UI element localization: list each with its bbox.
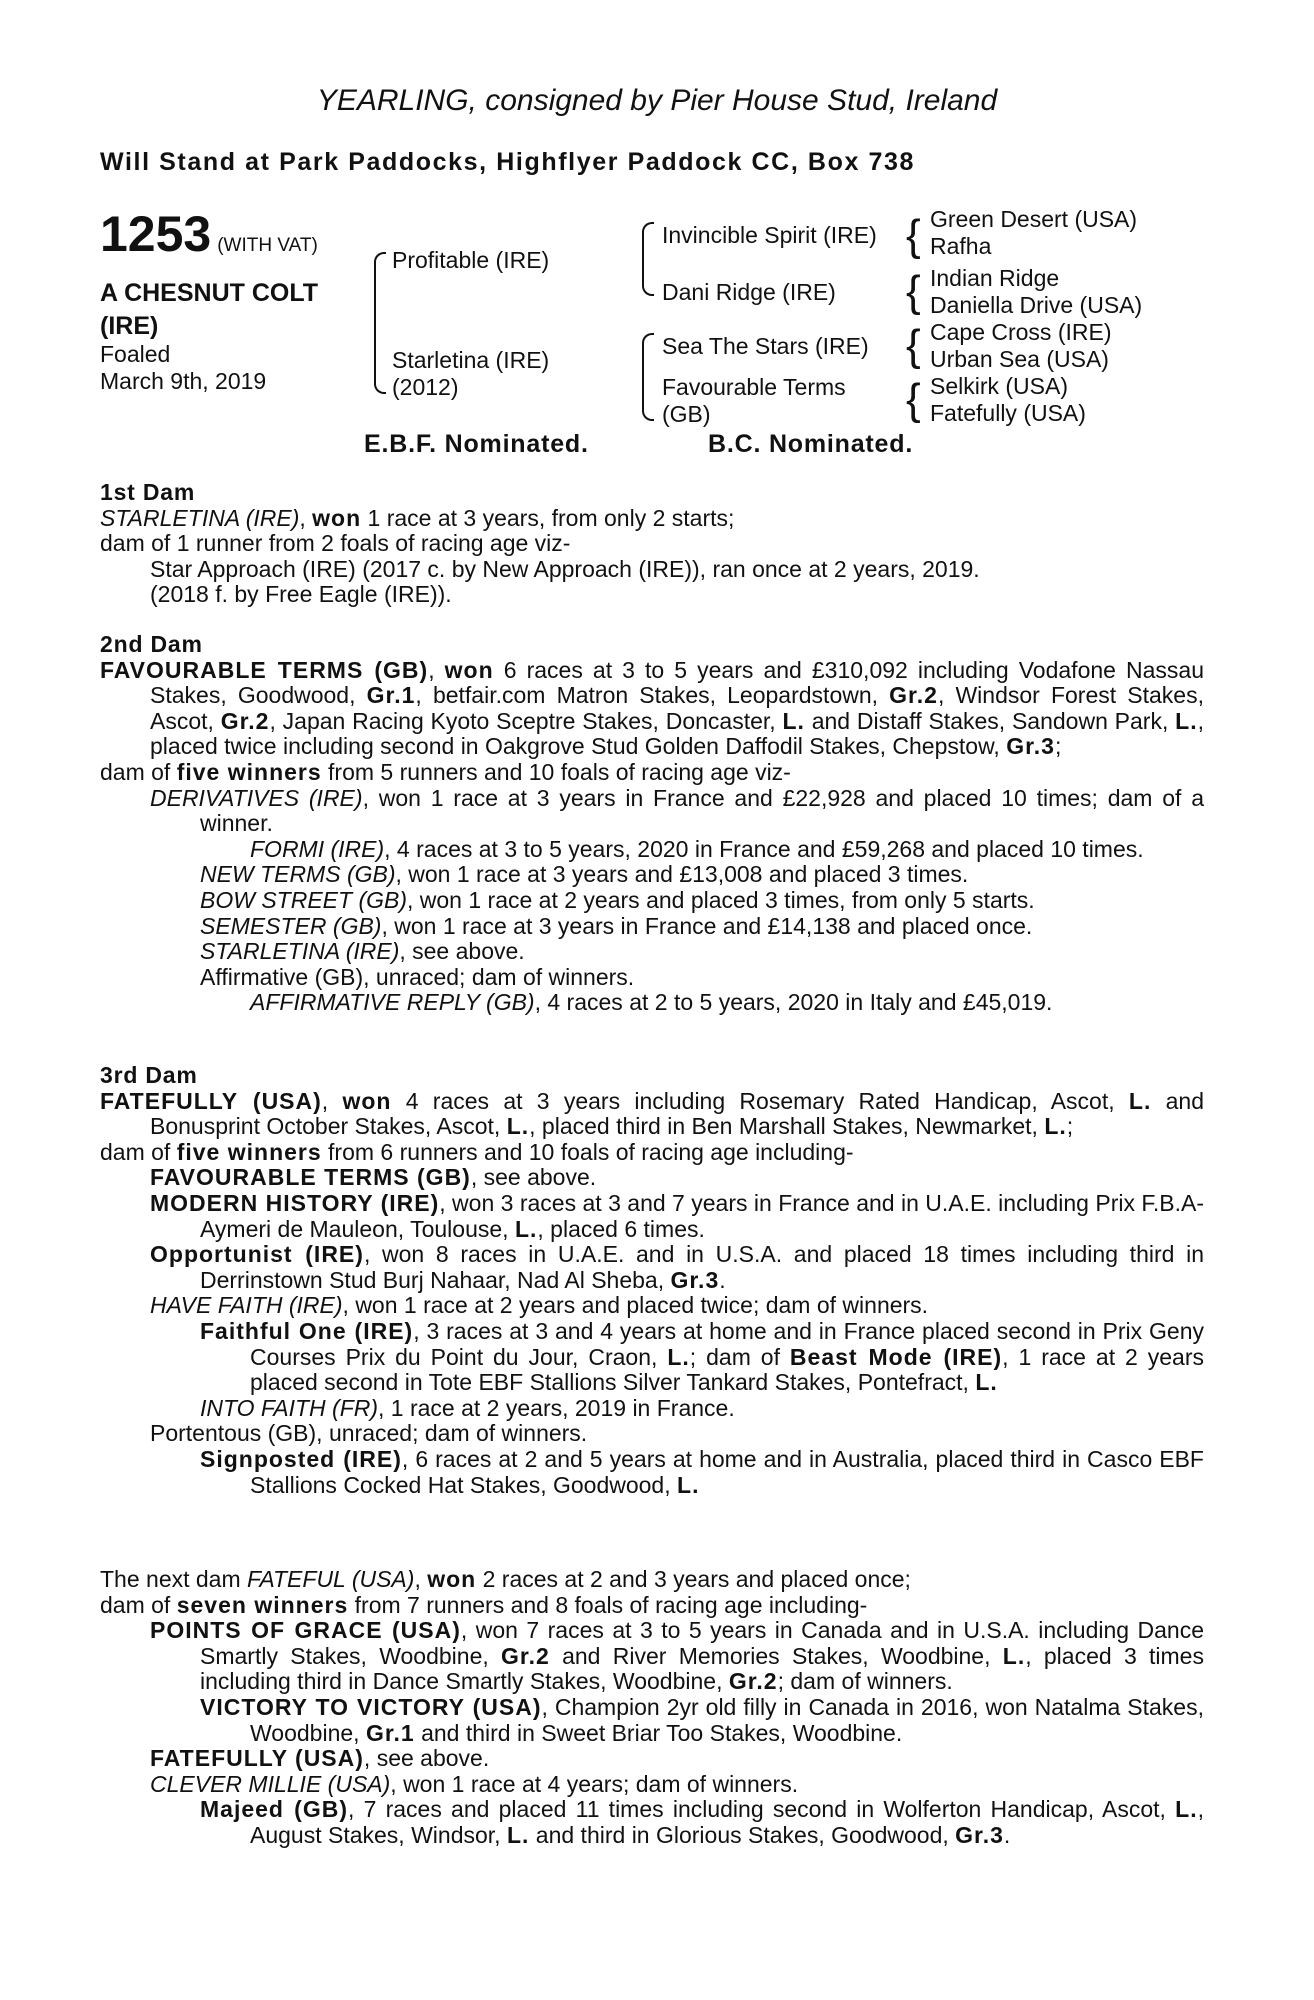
lot-title-2: (IRE)	[100, 312, 159, 340]
foal-formi	[100, 837, 1204, 863]
foal-fatefully	[100, 1746, 1204, 1772]
horse-name: FAVOURABLE TERMS (GB)	[150, 1164, 471, 1191]
third-dam-title: 3rd Dam	[100, 1062, 198, 1088]
pedigree-bracket-dam	[642, 333, 654, 421]
grade: L.	[1128, 1087, 1152, 1114]
foal-affirmative: Affirmative (GB), unraced; dam of winners.	[200, 963, 635, 990]
third-dam-record: FATEFULLY (USA), won 4 races at 3 years including Rosemary Rated Handicap, Ascot, L. and Bonusprint October Stakes, Ascot, L., placed third in Ben Marshall Stakes, Newmarket, L.;	[100, 1087, 1205, 1140]
first-dam-foal-1: Star Approach (IRE) (2017 c. by New Approach (IRE)), ran once at 2 years, 2019.	[150, 555, 980, 582]
grade: L.	[677, 1471, 700, 1498]
dd-sire: Selkirk (USA)	[930, 373, 1069, 399]
text: and third in Glorious Stakes, Goodwood,	[529, 1821, 956, 1848]
text: ; dam of	[689, 1343, 790, 1370]
horse-name: STARLETINA (IRE)	[200, 938, 400, 965]
text: .	[1003, 1821, 1011, 1848]
text: , 3 races at 3 and 4 years at home and in France placed second in Prix Geny Courses Prix du Point du Jour, Craon,	[250, 1317, 1204, 1370]
grade: Gr.3	[955, 1821, 1004, 1848]
text: ; dam of winners.	[777, 1668, 953, 1695]
won-label: won	[444, 656, 494, 683]
text: , see above.	[399, 938, 525, 965]
stand-location: Will Stand at Park Paddocks, Highflyer Paddock CC, Box 738	[100, 148, 916, 176]
text: , 4 races at 2 to 5 years, 2020 in Italy and £45,019.	[534, 989, 1053, 1016]
lot-number: 1253	[100, 206, 212, 262]
grade: Gr.2	[220, 707, 270, 734]
grade: Gr.1	[365, 1719, 415, 1746]
foaled-date: March 9th, 2019	[100, 368, 267, 394]
horse-name: Signposted (IRE)	[200, 1445, 402, 1472]
ss-sire: Green Desert (USA)	[930, 206, 1138, 232]
text: , betfair.com Matron Stakes, Leopardstown,	[415, 682, 890, 709]
horse-name: FATEFULLY (USA)	[150, 1745, 364, 1772]
horse-name: Opportunist (IRE)	[150, 1241, 364, 1268]
second-dam-produce	[100, 760, 1204, 786]
text: , won 1 race at 4 years; dam of winners.	[390, 1770, 799, 1797]
grade: L.	[782, 707, 805, 734]
text: dam of	[100, 1138, 177, 1165]
lot-title-1: A CHESNUT COLT	[100, 279, 319, 307]
pedigree-bracket-main	[374, 252, 386, 394]
won-label: won	[427, 1566, 477, 1592]
next-dam-produce	[100, 1593, 1204, 1619]
grade: L.	[667, 1343, 690, 1370]
text: , won 3 races at 3 and 7 years in France and in U.A.E. including Prix F.B.A-Aymeri de Mauleon, Toulouse,	[200, 1189, 1204, 1242]
grade: L.	[506, 1113, 530, 1140]
text: ;	[1054, 733, 1062, 760]
foal-victory-to-victory	[100, 1695, 1204, 1746]
text: , won 1 race at 3 years and £13,008 and placed 3 times.	[395, 861, 969, 888]
horse-name: AFFIRMATIVE REPLY (GB)	[250, 989, 535, 1016]
ds-sire: Cape Cross (IRE)	[930, 319, 1112, 345]
text: , 6 races at 2 and 5 years at home and in Australia, placed third in Casco EBF Stallions Cocked Hat Stakes, Goodwood,	[250, 1445, 1204, 1498]
brace-1: {	[906, 211, 921, 260]
vat-note: (WITH VAT)	[217, 235, 318, 256]
grade: Gr.1	[366, 682, 416, 709]
first-dam-foal-2: (2018 f. by Free Eagle (IRE)).	[150, 581, 452, 608]
first-dam-produce: dam of 1 runner from 2 foals of racing age viz-	[100, 530, 571, 557]
grade: Gr.3	[670, 1266, 720, 1293]
second-dam-record: FAVOURABLE TERMS (GB), won 6 races at 3 to 5 years and £310,092 including Vodafone Nassau Stakes, Goodwood, Gr.1, betfair.com Matron Stakes, Leopardstown, Gr.2, Windsor Forest Stakes, Ascot, Gr.2, Japan Racing Kyoto Sceptre Stakes, Doncaster, L. and Distaff Stakes, Sandown Park, L., placed twice including second in Oakgrove Stud Golden Daffodil Stakes, Chepstow, Gr.3;	[100, 656, 1205, 760]
text: , placed twice including second in Oakgrove Stud Golden Daffodil Stakes, Chepstow,	[150, 707, 1204, 760]
sd-sire: Indian Ridge	[930, 265, 1060, 291]
text: , won 7 races at 3 to 5 years in Canada and in U.S.A. including Dance Smartly Stakes, Woodbine,	[200, 1617, 1204, 1669]
foal-favourable-terms	[100, 1165, 1204, 1191]
foal-signposted	[100, 1447, 1204, 1498]
text: , placed 3 times including third in Dance Smartly Stakes, Woodbine,	[200, 1642, 1204, 1695]
foal-modern-history	[100, 1191, 1204, 1242]
foal-clever-millie	[100, 1772, 1204, 1798]
horse-name: POINTS OF GRACE (USA)	[150, 1617, 461, 1644]
foal-new-terms	[100, 862, 1204, 888]
grade: L.	[1044, 1113, 1067, 1140]
dam-name: STARLETINA (IRE)	[100, 504, 300, 531]
text: and third in Sweet Briar Too Stakes, Woodbine.	[414, 1719, 903, 1746]
third-dam-produce	[100, 1140, 1204, 1166]
horse-name: NEW TERMS (GB)	[200, 861, 396, 888]
brace-3: {	[906, 321, 921, 370]
first-dam-line	[100, 506, 1204, 532]
brace-2: {	[906, 267, 921, 316]
ss-dam: Rafha	[930, 233, 992, 259]
foal-derivatives	[100, 786, 1204, 837]
winners-count: five winners	[176, 758, 322, 785]
text: 6 races at 3 to 5 years and £310,092 including Vodafone Nassau Stakes, Goodwood,	[150, 656, 1205, 709]
foal-affirmative-reply	[100, 990, 1204, 1016]
grade: Gr.3	[1006, 733, 1055, 760]
horse-name: BOW STREET (GB)	[200, 886, 407, 913]
text: , Champion 2yr old filly in Canada in 2016, won Natalma Stakes, Woodbine,	[250, 1693, 1204, 1746]
next-dam-line	[100, 1567, 1204, 1593]
text: , won 1 race at 2 years and placed 3 times, from only 5 starts.	[407, 886, 1035, 913]
grade: Gr.2	[889, 682, 938, 709]
sire-sire: Invincible Spirit (IRE)	[662, 222, 877, 248]
horse-name: Faithful One (IRE)	[200, 1317, 414, 1344]
horse-name: INTO FAITH (FR)	[200, 1394, 379, 1421]
text: dam of	[100, 758, 177, 785]
foal-have-faith	[100, 1293, 1204, 1319]
text: from 7 runners and 8 foals of racing age including-	[348, 1591, 868, 1618]
consignor-line: YEARLING, consigned by Pier House Stud, Ireland	[316, 84, 998, 117]
text: , see above.	[470, 1164, 597, 1191]
horse-name: FAVOURABLE TERMS (GB)	[100, 656, 429, 683]
horse-name: CLEVER MILLIE (USA)	[150, 1770, 391, 1797]
text: and River Memories Stakes, Woodbine,	[549, 1642, 1003, 1669]
text: ;	[1066, 1113, 1074, 1140]
foaled-label: Foaled	[100, 341, 171, 367]
sire: Profitable (IRE)	[392, 247, 550, 273]
lot-number-row	[100, 205, 370, 275]
text: dam of	[100, 1591, 177, 1618]
foal-points-of-grace	[100, 1618, 1204, 1695]
foal-majeed	[100, 1797, 1204, 1848]
text: from 5 runners and 10 foals of racing age viz-	[321, 758, 791, 785]
next-dam-section	[100, 1567, 1204, 1849]
sep: ,	[299, 504, 313, 531]
horse-name: VICTORY TO VICTORY (USA)	[200, 1693, 542, 1720]
won-label: won	[312, 504, 362, 531]
dam-line-1: Starletina (IRE)	[392, 347, 550, 373]
horse-name: FORMI (IRE)	[250, 835, 385, 862]
horse-name: HAVE FAITH (IRE)	[150, 1292, 343, 1319]
text: , won 8 races in U.A.E. and in U.S.A. and placed 18 times including third in Derrinstown Stud Burj Nahaar, Nad Al Sheba,	[200, 1241, 1205, 1293]
bc-nominated: B.C. Nominated.	[708, 430, 914, 458]
text: , see above.	[363, 1745, 490, 1772]
brace-4: {	[906, 375, 921, 424]
lot-info	[100, 205, 370, 395]
text: , August Stakes, Windsor,	[250, 1796, 1204, 1848]
sd-dam: Daniella Drive (USA)	[930, 292, 1143, 318]
first-dam-title: 1st Dam	[100, 479, 196, 505]
dam-dam-2: (GB)	[662, 401, 711, 427]
text: .	[719, 1266, 726, 1293]
text: 4 races at 3 years including Rosemary Rated Handicap, Ascot,	[391, 1087, 1129, 1114]
text: , won 1 race at 2 years and placed twice; dam of winners.	[342, 1292, 929, 1319]
horse-name: Majeed (GB)	[200, 1796, 348, 1823]
third-dam-section	[100, 1063, 1204, 1498]
foal-faithful-one	[100, 1319, 1204, 1396]
ebf-nominated: E.B.F. Nominated.	[364, 430, 589, 458]
text: ,	[414, 1566, 428, 1592]
grade: Gr.2	[728, 1668, 778, 1695]
winners-count: five winners	[176, 1138, 322, 1165]
text: and Bonusprint October Stakes, Ascot,	[150, 1087, 1205, 1140]
first-dam-section	[100, 480, 1204, 608]
horse-name: SEMESTER (GB)	[200, 912, 382, 939]
pedigree-bracket-sire	[642, 222, 654, 296]
foal-semester	[100, 914, 1204, 940]
second-dam-title: 2nd Dam	[100, 631, 203, 657]
horse-name: FATEFUL (USA)	[247, 1566, 415, 1592]
text: , 1 race at 2 years, 2019 in France.	[378, 1394, 735, 1421]
text: 2 races at 2 and 3 years and placed once;	[476, 1566, 911, 1592]
grade: L.	[1175, 707, 1198, 734]
horse-name: Beast Mode (IRE)	[789, 1343, 1003, 1370]
text: , placed 6 times.	[537, 1215, 705, 1242]
dam-sire: Sea The Stars (IRE)	[662, 333, 869, 359]
foal-into-faith	[100, 1396, 1204, 1422]
grade: L.	[506, 1821, 530, 1848]
text: , Japan Racing Kyoto Sceptre Stakes, Doncaster,	[269, 707, 783, 734]
text: , 7 races and placed 11 times including second in Wolferton Handicap, Ascot,	[348, 1796, 1176, 1823]
dam-dam-1: Favourable Terms	[662, 374, 846, 400]
text: , 1 race at 2 years placed second in Tote EBF Stallions Silver Tankard Stakes, Pontefract,	[250, 1343, 1204, 1396]
text: , 4 races at 3 to 5 years, 2020 in France and £59,268 and placed 10 times.	[384, 835, 1144, 862]
foal-opportunist	[100, 1242, 1204, 1293]
foal-portentous: Portentous (GB), unraced; dam of winners.	[150, 1420, 588, 1447]
sire-dam: Dani Ridge (IRE)	[662, 279, 836, 305]
text: , placed third in Ben Marshall Stakes, Newmarket,	[529, 1113, 1045, 1140]
winners-count: seven winners	[176, 1591, 349, 1618]
text: The next dam	[100, 1566, 248, 1592]
text: , Windsor Forest Stakes, Ascot,	[150, 682, 1204, 734]
text: from 6 runners and 10 foals of racing age including-	[321, 1138, 854, 1165]
grade: Gr.2	[501, 1642, 550, 1669]
text: and Distaff Stakes, Sandown Park,	[804, 707, 1176, 734]
second-dam-section	[100, 632, 1204, 1016]
text: , won 1 race at 3 years in France and £14,138 and placed once.	[381, 912, 1033, 939]
foal-bow-street	[100, 888, 1204, 914]
grade: L.	[1002, 1642, 1026, 1669]
foal-starletina	[100, 939, 1204, 965]
grade: L.	[514, 1215, 538, 1242]
grade: L.	[975, 1369, 998, 1396]
record: 1 race at 3 years, from only 2 starts;	[361, 504, 735, 531]
dam-line-2: (2012)	[392, 374, 459, 400]
horse-name: FATEFULLY (USA)	[100, 1087, 322, 1114]
ds-dam: Urban Sea (USA)	[930, 346, 1109, 372]
horse-name: DERIVATIVES (IRE)	[150, 784, 363, 811]
dd-dam: Fatefully (USA)	[930, 400, 1086, 426]
won-label: won	[342, 1087, 392, 1114]
horse-name: MODERN HISTORY (IRE)	[150, 1189, 440, 1216]
text: , won 1 race at 3 years in France and £22,928 and placed 10 times; dam of a winner.	[200, 784, 1204, 837]
grade: L.	[1175, 1796, 1198, 1823]
